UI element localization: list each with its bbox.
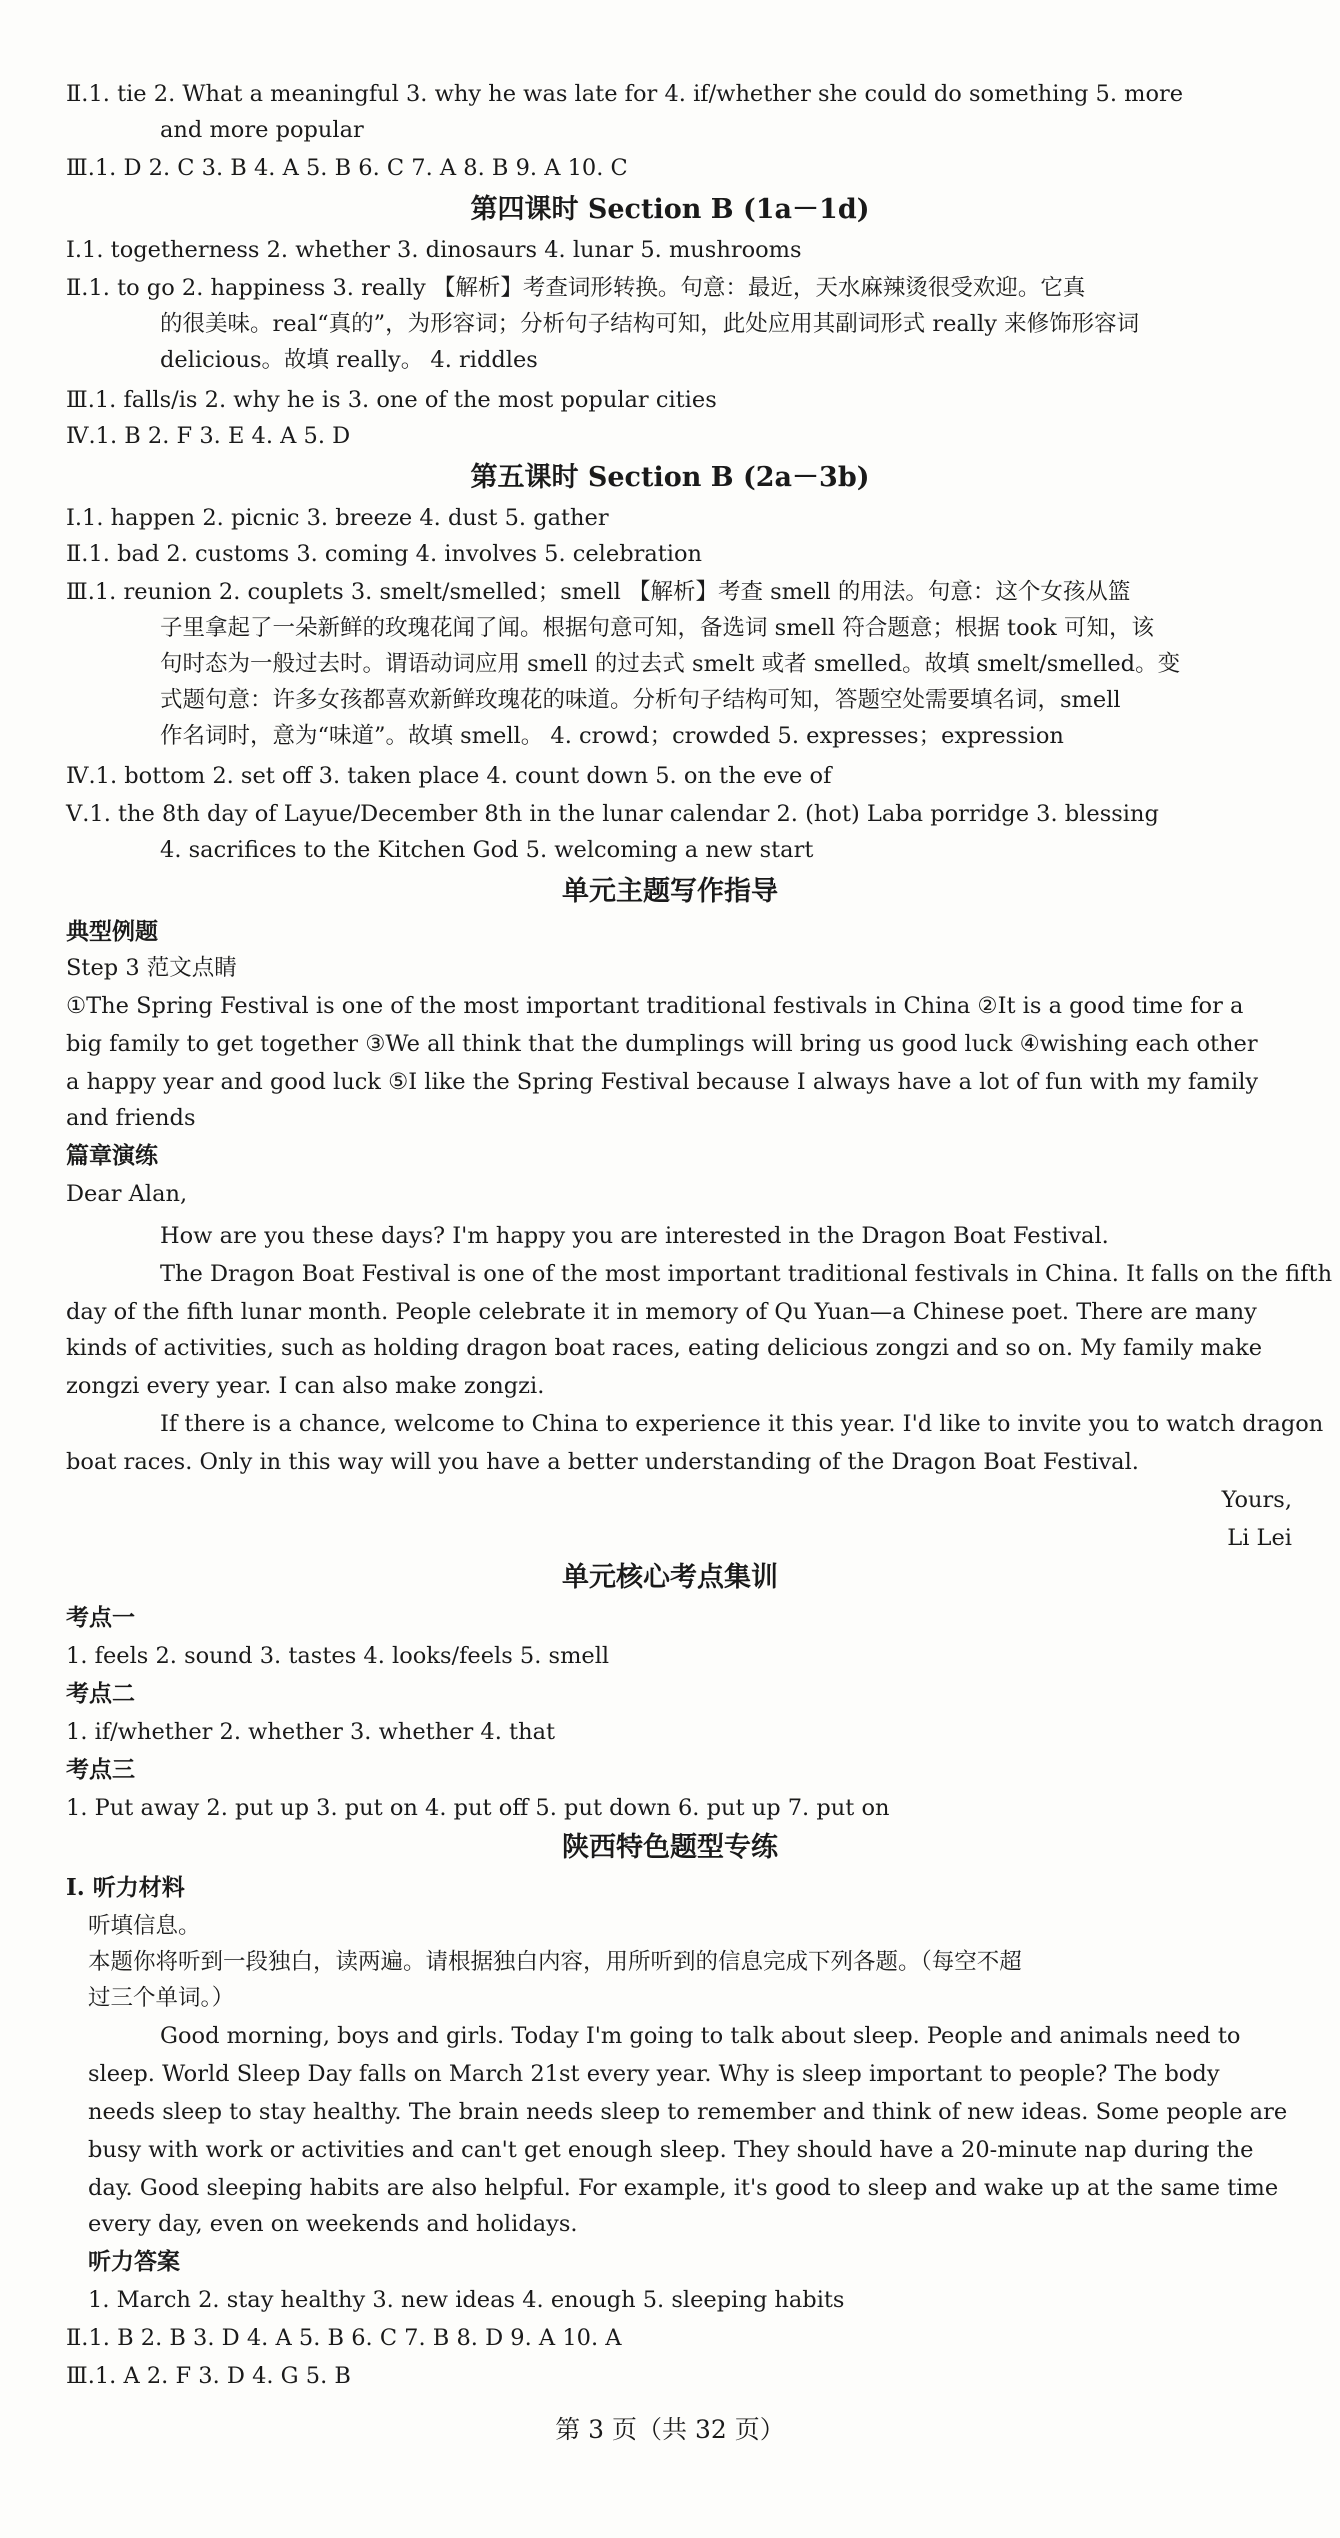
text-line: Ⅲ.1. reunion 2. couplets 3. smelt/smelled；smell 【解析】考查 smell 的用法。句意：这个女孩从篮: [66, 579, 1131, 605]
text-line: The Dragon Boat Festival is one of the most important traditional festivals in China. It falls on the fifth: [160, 1261, 1333, 1287]
text-line: If there is a chance, welcome to China to experience it this year. I'd like to invite you to watch dragon: [160, 1411, 1324, 1437]
text-line: How are you these days? I'm happy you are interested in the Dragon Boat Festival.: [160, 1223, 1109, 1249]
text-line: Ⅱ.1. tie 2. What a meaningful 3. why he was late for 4. if/whether she could do something 5. more: [66, 81, 1184, 107]
letter-greeting: Dear Alan,: [66, 1181, 188, 1207]
text-line: 1. Put away 2. put up 3. put on 4. put off 5. put down 6. put up 7. put on: [66, 1795, 890, 1821]
subsection-label: Ⅰ. 听力材料: [66, 1874, 185, 1901]
text-line: Step 3 范文点睛: [66, 955, 237, 981]
section-title: 第五课时 Section B (2a－3b): [470, 462, 870, 493]
text-line: 的很美味。real“真的”，为形容词；分析句子结构可知，此处应用其副词形式 really 来修饰形容词: [160, 311, 1140, 337]
subsection-label: 听力答案: [88, 2248, 180, 2275]
text-line: 句时态为一般过去时。谓语动词应用 smell 的过去式 smelt 或者 smelled。故填 smelt/smelled。变: [160, 651, 1181, 677]
text-line: 听填信息。: [88, 1913, 201, 1939]
text-line: day of the fifth lunar month. People celebrate it in memory of Qu Yuan—a Chinese poet. There are many: [66, 1299, 1257, 1325]
text-line: and more popular: [160, 117, 364, 143]
text-line: big family to get together ③We all think that the dumplings will bring us good luck ④wishing each other: [66, 1031, 1258, 1057]
text-line: Good morning, boys and girls. Today I'm going to talk about sleep. People and animals need to: [160, 2023, 1241, 2049]
text-line: 式题句意：许多女孩都喜欢新鲜玫瑰花的味道。分析句子结构可知，答题空处需要填名词，smell: [160, 687, 1121, 713]
text-line: kinds of activities, such as holding dragon boat races, eating delicious zongzi and so on. My family make: [66, 1335, 1263, 1361]
text-line: sleep. World Sleep Day falls on March 21st every year. Why is sleep important to people? The body: [88, 2061, 1220, 2087]
text-line: boat races. Only in this way will you have a better understanding of the Dragon Boat Festival.: [66, 1449, 1139, 1475]
text-line: ①The Spring Festival is one of the most important traditional festivals in China ②It is a good time for a: [66, 993, 1244, 1019]
text-line: 4. sacrifices to the Kitchen God 5. welcoming a new start: [160, 837, 814, 863]
text-line: needs sleep to stay healthy. The brain needs sleep to remember and think of new ideas. Some people are: [88, 2099, 1288, 2125]
subsection-label: 典型例题: [66, 918, 158, 945]
text-line: 子里拿起了一朵新鲜的玫瑰花闻了闻。根据句意可知，备选词 smell 符合题意；根据 took 可知，该: [160, 615, 1154, 641]
text-line: Ⅴ.1. the 8th day of Layue/December 8th in the lunar calendar 2. (hot) Laba porridge 3. blessing: [66, 801, 1159, 827]
text-line: 1. March 2. stay healthy 3. new ideas 4. enough 5. sleeping habits: [88, 2287, 845, 2313]
subsection-label: 考点二: [66, 1680, 135, 1707]
text-line: Ⅳ.1. B 2. F 3. E 4. A 5. D: [66, 423, 351, 449]
text-line: 1. feels 2. sound 3. tastes 4. looks/feels 5. smell: [66, 1643, 610, 1669]
text-line: Ⅰ.1. togetherness 2. whether 3. dinosaurs 4. lunar 5. mushrooms: [66, 237, 802, 263]
text-line: a happy year and good luck ⑤I like the Spring Festival because I always have a lot of fun with my family: [66, 1069, 1259, 1095]
text-line: Ⅱ.1. B 2. B 3. D 4. A 5. B 6. C 7. B 8. D 9. A 10. A: [66, 2325, 622, 2351]
text-line: Ⅲ.1. A 2. F 3. D 4. G 5. B: [66, 2363, 351, 2389]
section-title: 单元核心考点集训: [562, 1562, 778, 1593]
section-title: 单元主题写作指导: [562, 876, 778, 907]
text-line: Ⅲ.1. falls/is 2. why he is 3. one of the most popular cities: [66, 387, 717, 413]
text-line: Ⅲ.1. D 2. C 3. B 4. A 5. B 6. C 7. A 8. B 9. A 10. C: [66, 155, 628, 181]
subsection-label: 篇章演练: [66, 1142, 158, 1169]
text-line: delicious。故填 really。 4. riddles: [160, 347, 538, 373]
text-line: 过三个单词。）: [88, 1985, 235, 2011]
section-title: 第四课时 Section B (1a－1d): [470, 194, 870, 225]
text-line: day. Good sleeping habits are also helpful. For example, it's good to sleep and wake up at the same time: [88, 2175, 1279, 2201]
text-line: Ⅱ.1. to go 2. happiness 3. really 【解析】考查词形转换。句意：最近，天水麻辣烫很受欢迎。它真: [66, 275, 1086, 301]
text-line: and friends: [66, 1105, 196, 1131]
text-line: 1. if/whether 2. whether 3. whether 4. that: [66, 1719, 556, 1745]
subsection-label: 考点三: [66, 1756, 135, 1783]
text-line: every day, even on weekends and holidays.: [88, 2211, 578, 2237]
letter-signature: Li Lei: [1227, 1525, 1292, 1551]
section-title: 陕西特色题型专练: [562, 1832, 778, 1863]
text-line: busy with work or activities and can't get enough sleep. They should have a 20-minute nap during the: [88, 2137, 1254, 2163]
text-line: 本题你将听到一段独白，读两遍。请根据独白内容，用所听到的信息完成下列各题。（每空不超: [88, 1949, 1022, 1975]
text-line: Ⅱ.1. bad 2. customs 3. coming 4. involves 5. celebration: [66, 541, 703, 567]
text-line: zongzi every year. I can also make zongzi.: [66, 1373, 545, 1399]
page-number-footer: 第 3 页（共 32 页）: [555, 2415, 785, 2444]
subsection-label: 考点一: [66, 1604, 135, 1631]
text-line: 作名词时，意为“味道”。故填 smell。 4. crowd；crowded 5. expresses；expression: [160, 723, 1064, 749]
text-line: Ⅰ.1. happen 2. picnic 3. breeze 4. dust 5. gather: [66, 505, 609, 531]
text-line: Ⅳ.1. bottom 2. set off 3. taken place 4. count down 5. on the eve of: [66, 763, 832, 789]
letter-closing: Yours,: [1221, 1487, 1292, 1513]
